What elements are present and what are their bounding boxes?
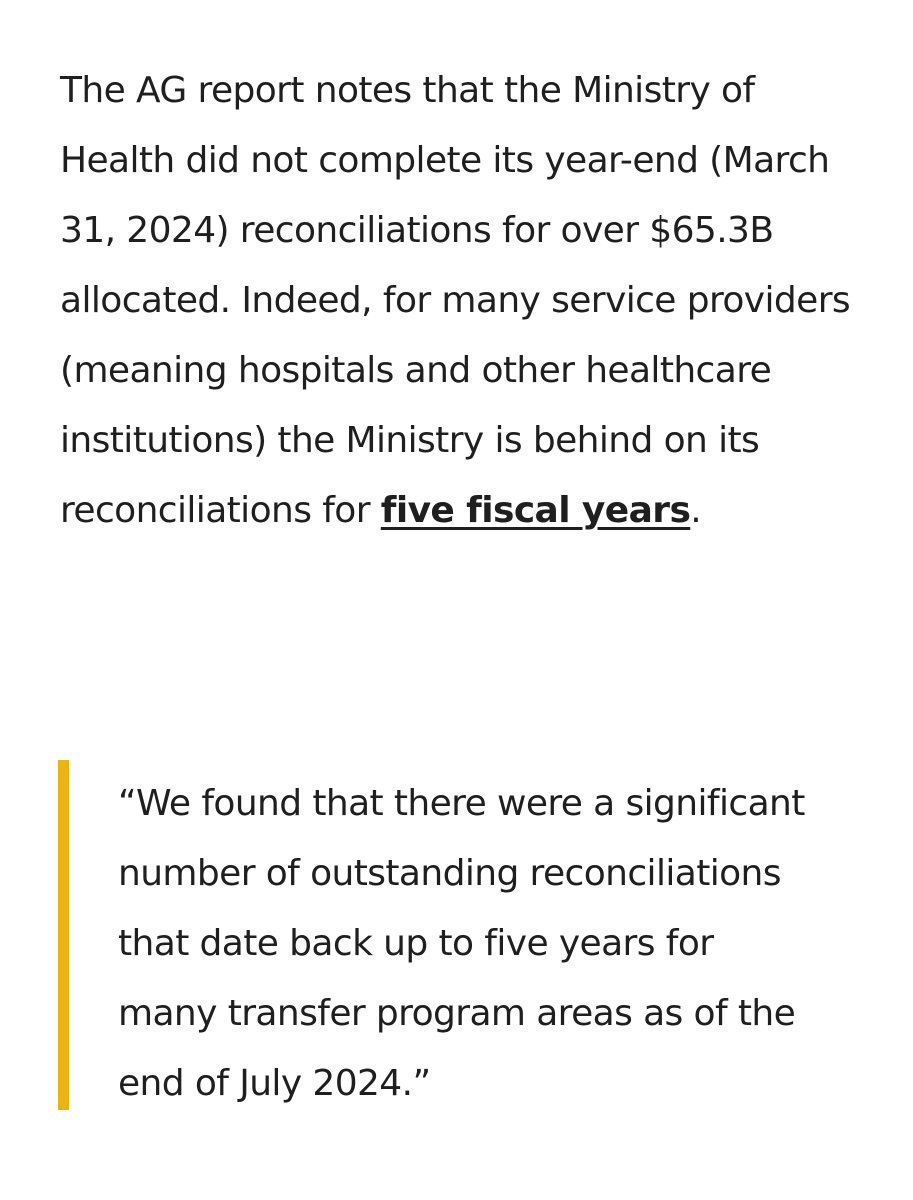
blockquote bbox=[58, 760, 848, 1110]
five-fiscal-years-link[interactable]: five fiscal years bbox=[380, 490, 691, 531]
quote-accent-bar bbox=[58, 760, 69, 1110]
body-paragraph bbox=[60, 56, 860, 546]
article-body bbox=[60, 56, 860, 546]
paragraph-text: The AG report notes that the Ministry of Health did not complete its year-end (March 31, 2024) reconciliations for over $65.3B allocated. Indeed, for many service providers (meaning hospitals and other healthcare institutions) the Ministry is behind on its reconciliations for bbox=[60, 70, 851, 531]
quote-text: “We found that there were a significant number of outstanding reconciliations that date back up to five years for many transfer program areas as of the end of July 2024.” bbox=[118, 783, 805, 1104]
paragraph-end-punctuation: . bbox=[690, 490, 702, 531]
